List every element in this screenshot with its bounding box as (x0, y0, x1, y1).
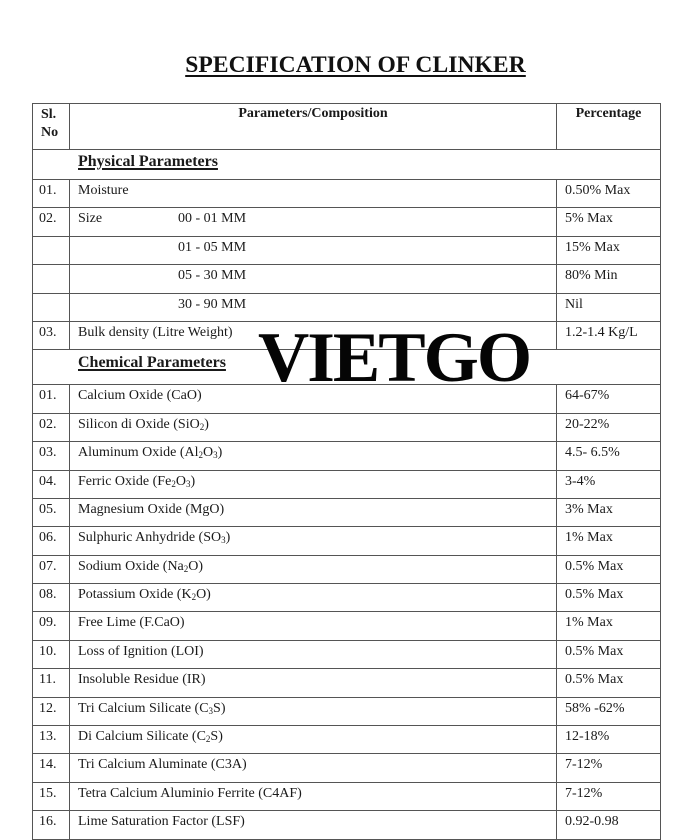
sl-no-cell (33, 321, 70, 349)
parameter-text: Di Calcium Silicate (C (78, 729, 206, 745)
sl-no-cell (33, 584, 70, 612)
sl-no: 15. (39, 785, 57, 801)
sl-no: 07. (39, 558, 57, 574)
section-title-chemical: Chemical Parameters (78, 354, 226, 372)
parameter-name (78, 672, 206, 687)
percentage-value: 15% Max (565, 239, 620, 255)
sl-no-cell (33, 612, 70, 640)
parameter-text: O (175, 473, 186, 489)
sl-no: 09. (39, 615, 57, 631)
percentage-cell (557, 811, 661, 839)
percentage-cell (557, 640, 661, 668)
parameter-name (78, 814, 245, 829)
sl-no: 02. (39, 416, 57, 432)
percentage-cell (557, 498, 661, 526)
table-row (33, 726, 661, 754)
parameter-cell (70, 413, 557, 441)
percentage-cell (557, 180, 661, 208)
formula-subscript: 3 (221, 535, 226, 546)
table-row (33, 584, 661, 612)
formula-subscript: 2 (198, 450, 204, 461)
parameter-text: S) (213, 700, 226, 716)
table-row (33, 321, 661, 349)
percentage-cell (557, 442, 661, 470)
sl-no: 01. (39, 183, 57, 198)
parameter-text: Silicon di Oxide (SiO (78, 416, 200, 432)
parameter-cell (70, 208, 557, 236)
percentage-value: 1.2-1.4 Kg/L (565, 324, 638, 340)
parameter-cell (70, 385, 557, 413)
formula-subscript: 2 (199, 421, 205, 432)
parameter-text: Lime Saturation Factor (LSF) (78, 814, 245, 830)
parameter-text: Calcium Oxide (CaO) (78, 388, 202, 404)
percentage-cell (557, 584, 661, 612)
sl-no-cell (33, 442, 70, 470)
parameter-text: Sodium Oxide (Na (78, 558, 184, 574)
parameter-cell (70, 527, 557, 555)
section-header-chemical (33, 350, 661, 385)
percentage-cell (557, 385, 661, 413)
table-row (33, 180, 661, 208)
percentage-value: 64-67% (565, 388, 610, 404)
percentage-value: 1% Max (565, 530, 613, 546)
parameter-cell (70, 321, 557, 349)
header-sl-no (33, 104, 70, 150)
parameter-name: Size (78, 211, 103, 227)
percentage-value: 20-22% (565, 416, 610, 432)
sl-no-cell (33, 754, 70, 782)
parameter-text: S) (210, 729, 223, 745)
sl-no: 01. (39, 388, 57, 404)
sl-no: 06. (39, 530, 57, 546)
percentage-value: 0.5% Max (565, 558, 624, 574)
header-sl-no-line2: No (41, 125, 59, 140)
header-sl-no-line1: Sl. (41, 107, 57, 122)
section-header-physical (33, 150, 661, 180)
parameter-name (78, 445, 222, 460)
percentage-value: 4.5- 6.5% (565, 445, 620, 461)
sl-no-cell (33, 498, 70, 526)
parameter-name (78, 615, 185, 630)
sl-no: 14. (39, 757, 57, 773)
formula-subscript: 3 (213, 450, 218, 461)
header-parameters: Parameters/Composition (70, 104, 557, 150)
sl-no-cell (33, 180, 70, 208)
percentage-cell (557, 612, 661, 640)
percentage-cell (557, 697, 661, 725)
parameter-text: Free Lime (F.CaO) (78, 615, 185, 631)
formula-subscript: 2 (205, 734, 211, 745)
percentage-value: 7-12% (565, 785, 603, 801)
parameter-text: Sulphuric Anhydride (SO (78, 530, 222, 546)
table-row (33, 697, 661, 725)
parameter-cell (70, 782, 557, 810)
size-range: 30 - 90 MM (178, 296, 247, 312)
percentage-value: 0.50% Max (565, 183, 631, 198)
parameter-text: O) (196, 587, 211, 603)
parameter-name: Bulk density (Litre Weight) (78, 324, 233, 340)
parameter-text: Loss of Ignition (LOI) (78, 643, 204, 659)
parameter-text: ) (204, 416, 209, 432)
percentage-value: 7-12% (565, 757, 603, 773)
parameter-name: Moisture (78, 183, 129, 198)
size-range: 00 - 01 MM (178, 211, 247, 227)
percentage-cell (557, 413, 661, 441)
sl-no-cell (33, 669, 70, 697)
percentage-cell (557, 754, 661, 782)
percentage-cell (557, 236, 661, 264)
header-percentage: Percentage (557, 104, 661, 150)
table-row (33, 413, 661, 441)
table-row (33, 811, 661, 839)
parameter-text: O (203, 445, 214, 461)
sl-no-cell (33, 726, 70, 754)
parameter-text: Potassium Oxide (K (78, 587, 192, 603)
sl-no: 11. (39, 672, 56, 688)
percentage-cell (557, 293, 661, 321)
percentage-cell (557, 669, 661, 697)
formula-subscript: 2 (191, 592, 197, 603)
table-row (33, 612, 661, 640)
sl-no-cell (33, 385, 70, 413)
sl-no: 04. (39, 473, 57, 489)
percentage-value: 0.92-0.98 (565, 814, 619, 830)
parameter-text: Insoluble Residue (IR) (78, 672, 206, 688)
percentage-cell (557, 208, 661, 236)
parameter-cell (70, 612, 557, 640)
percentage-cell (557, 782, 661, 810)
parameter-cell (70, 697, 557, 725)
parameter-text: Magnesium Oxide (MgO) (78, 501, 225, 517)
percentage-value: 5% Max (565, 211, 613, 227)
sl-no: 03. (39, 324, 57, 340)
percentage-cell (557, 527, 661, 555)
percentage-value: 0.5% Max (565, 643, 624, 659)
table-row (33, 498, 661, 526)
percentage-value: 0.5% Max (565, 672, 624, 688)
parameter-name (78, 701, 226, 716)
parameter-text: ) (217, 445, 223, 461)
parameter-text: Ferric Oxide (Fe (78, 473, 172, 489)
table-row (33, 293, 661, 321)
parameter-cell (70, 669, 557, 697)
vietgo-watermark: VIETGO (258, 319, 531, 397)
parameter-text: ) (225, 530, 231, 546)
parameter-name (78, 530, 230, 545)
percentage-value: 58% -62% (565, 700, 625, 716)
sl-no-cell (33, 236, 70, 264)
percentage-cell (557, 726, 661, 754)
table-row (33, 527, 661, 555)
table-row (33, 640, 661, 668)
sl-no-cell (33, 413, 70, 441)
parameter-name (78, 417, 209, 432)
sl-no-cell (33, 782, 70, 810)
percentage-value: Nil (565, 296, 583, 312)
parameter-name (78, 729, 223, 744)
sl-no-cell (33, 811, 70, 839)
parameter-cell (70, 811, 557, 839)
sl-no-cell (33, 697, 70, 725)
parameter-cell (70, 555, 557, 583)
parameter-cell (70, 236, 557, 264)
formula-subscript: 3 (185, 478, 191, 489)
parameter-text: Tri Calcium Aluminate (C3A) (78, 757, 247, 773)
size-range: 01 - 05 MM (178, 239, 247, 255)
table-row (33, 782, 661, 810)
sl-no-cell (33, 208, 70, 236)
table-row (33, 442, 661, 470)
sl-no: 03. (39, 445, 57, 461)
percentage-value: 80% Min (565, 268, 618, 284)
table-row (33, 265, 661, 293)
formula-subscript: 2 (171, 478, 176, 489)
percentage-cell (557, 321, 661, 349)
percentage-value: 3% Max (565, 501, 613, 517)
parameter-cell (70, 180, 557, 208)
parameter-name (78, 757, 247, 772)
table-row (33, 669, 661, 697)
sl-no: 12. (39, 700, 57, 716)
table-row (33, 470, 661, 498)
sl-no-cell (33, 555, 70, 583)
clinker-spec-table (32, 103, 661, 840)
parameter-name (78, 559, 203, 574)
table-row (33, 555, 661, 583)
parameter-text: Aluminum Oxide (Al (78, 445, 199, 461)
sl-no-cell (33, 527, 70, 555)
parameter-cell (70, 584, 557, 612)
parameter-cell (70, 754, 557, 782)
sl-no: 13. (39, 729, 57, 745)
parameter-name (78, 587, 211, 602)
parameter-text: Tetra Calcium Aluminio Ferrite (C4AF) (78, 785, 302, 801)
parameter-text: ) (190, 473, 196, 489)
percentage-cell (557, 470, 661, 498)
table-row (33, 208, 661, 236)
chemical-parameters-section (33, 350, 661, 839)
sl-no: 02. (39, 211, 57, 227)
table-row (33, 236, 661, 264)
parameter-text: O) (188, 558, 204, 574)
sl-no-cell (33, 640, 70, 668)
parameter-cell (70, 470, 557, 498)
sl-no-cell (33, 265, 70, 293)
section-title-physical: Physical Parameters (78, 153, 218, 170)
physical-parameters-section (33, 150, 661, 350)
parameter-cell (70, 442, 557, 470)
parameter-name (78, 786, 302, 801)
parameter-cell (70, 293, 557, 321)
parameter-name (78, 502, 224, 517)
sl-no-cell (33, 470, 70, 498)
document-title: SPECIFICATION OF CLINKER (185, 52, 526, 78)
sl-no: 05. (39, 501, 57, 517)
table-row (33, 754, 661, 782)
sl-no-cell (33, 293, 70, 321)
table-header-row (33, 104, 661, 150)
percentage-value: 1% Max (565, 615, 613, 631)
formula-subscript: 2 (183, 563, 189, 574)
parameter-cell (70, 640, 557, 668)
parameter-cell (70, 726, 557, 754)
sl-no: 16. (39, 814, 57, 830)
percentage-value: 0.5% Max (565, 587, 624, 603)
parameter-name (78, 474, 195, 489)
parameter-name (78, 644, 204, 659)
percentage-cell (557, 265, 661, 293)
percentage-value: 3-4% (565, 473, 596, 489)
percentage-value: 12-18% (565, 729, 610, 745)
parameter-text: Tri Calcium Silicate (C (78, 700, 209, 716)
sl-no: 08. (39, 587, 57, 603)
percentage-cell (557, 555, 661, 583)
formula-subscript: 3 (208, 705, 214, 716)
parameter-cell (70, 498, 557, 526)
sl-no: 10. (39, 643, 57, 659)
parameter-name (78, 388, 202, 403)
parameter-cell (70, 265, 557, 293)
table-row (33, 385, 661, 413)
size-range: 05 - 30 MM (178, 268, 247, 284)
